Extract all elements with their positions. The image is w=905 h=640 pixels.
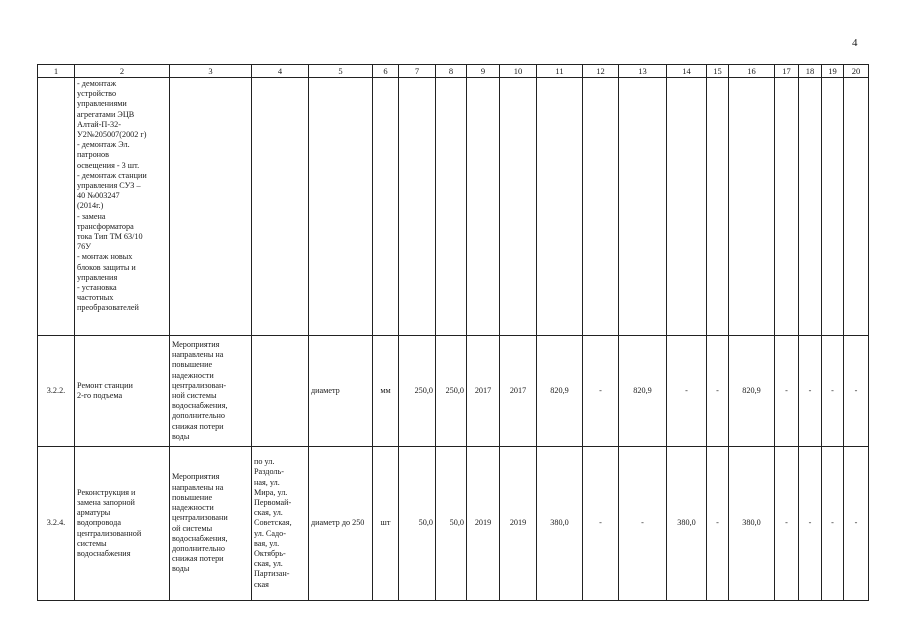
- unit-cell: [373, 78, 399, 336]
- value-cell: -: [707, 447, 729, 601]
- value-cell: [775, 78, 799, 336]
- value-cell: -: [583, 336, 619, 447]
- page-number: 4: [852, 37, 858, 49]
- column-number: 18: [799, 65, 822, 78]
- goal-cell: [170, 78, 252, 336]
- parameter-cell: диаметр: [309, 336, 373, 447]
- goal-cell: Мероприятия направлены на повышение надежности централизовани ой системы водоснабжения, дополнительно снижая потери воды: [170, 447, 252, 601]
- value-cell: [844, 78, 869, 336]
- value-cell: -: [822, 447, 844, 601]
- year-cell: [467, 78, 500, 336]
- value-cell: -: [775, 447, 799, 601]
- table-row: [38, 78, 869, 336]
- value-cell: [799, 78, 822, 336]
- column-number: 13: [619, 65, 667, 78]
- parameter-cell: [309, 78, 373, 336]
- location-cell: [252, 336, 309, 447]
- column-number: 1: [38, 65, 75, 78]
- column-number: 8: [436, 65, 467, 78]
- value-cell: -: [583, 447, 619, 601]
- value-cell: [707, 78, 729, 336]
- column-number: 3: [170, 65, 252, 78]
- value-cell: [667, 78, 707, 336]
- table-row: [38, 336, 869, 447]
- item-number-cell: 3.2.4.: [38, 447, 75, 601]
- location-cell: по ул. Раздоль- ная, ул. Мира, ул. Первомай- ская, ул. Советская, ул. Садо- вая, ул. Октябрь- ская, ул. Партизан- ская: [252, 447, 309, 601]
- column-number: 12: [583, 65, 619, 78]
- column-number: 10: [500, 65, 537, 78]
- item-name-cell: Ремонт станции 2-го подъема: [75, 336, 170, 447]
- item-name-cell: - демонтаж устройство управлениями агрегатами ЭЦВ Алтай-П-32- У2№205007(2002 г) - демонтаж Эл. патронов освещения - 3 шт. - демонтаж станции управления СУЗ – 40 №003247 (2014г.) - замена трансформатора тока Тип ТМ 63/10 76У - монтаж новых блоков защиты и управления - установка частотных преобразователей: [75, 78, 170, 336]
- column-number-row: [38, 65, 869, 78]
- column-number: 16: [729, 65, 775, 78]
- value-cell: [436, 78, 467, 336]
- value-cell: 380,0: [729, 447, 775, 601]
- value-cell: -: [775, 336, 799, 447]
- value-cell: -: [707, 336, 729, 447]
- year-cell: 2019: [500, 447, 537, 601]
- year-cell: 2017: [500, 336, 537, 447]
- column-number: 11: [537, 65, 583, 78]
- value-cell: [822, 78, 844, 336]
- column-number: 14: [667, 65, 707, 78]
- column-number: 20: [844, 65, 869, 78]
- value-cell: -: [667, 336, 707, 447]
- value-cell: [619, 78, 667, 336]
- value-cell: 380,0: [537, 447, 583, 601]
- column-number: 9: [467, 65, 500, 78]
- value-cell: 250,0: [399, 336, 436, 447]
- value-cell: [537, 78, 583, 336]
- parameter-cell: диаметр до 250: [309, 447, 373, 601]
- value-cell: 380,0: [667, 447, 707, 601]
- column-number: 6: [373, 65, 399, 78]
- year-cell: 2019: [467, 447, 500, 601]
- year-cell: [500, 78, 537, 336]
- value-cell: -: [799, 447, 822, 601]
- value-cell: -: [844, 447, 869, 601]
- column-number: 17: [775, 65, 799, 78]
- column-number: 2: [75, 65, 170, 78]
- value-cell: 820,9: [729, 336, 775, 447]
- column-number: 7: [399, 65, 436, 78]
- value-cell: -: [844, 336, 869, 447]
- value-cell: -: [799, 336, 822, 447]
- unit-cell: мм: [373, 336, 399, 447]
- item-number-cell: [38, 78, 75, 336]
- value-cell: -: [619, 447, 667, 601]
- table-row: [38, 447, 869, 601]
- value-cell: [583, 78, 619, 336]
- value-cell: [729, 78, 775, 336]
- column-number: 19: [822, 65, 844, 78]
- location-cell: [252, 78, 309, 336]
- value-cell: 250,0: [436, 336, 467, 447]
- value-cell: 50,0: [399, 447, 436, 601]
- goal-cell: Мероприятия направлены на повышение надежности централизован- ной системы водоснабжения, дополнительно снижая потери воды: [170, 336, 252, 447]
- value-cell: 820,9: [537, 336, 583, 447]
- column-number: 15: [707, 65, 729, 78]
- investment-table: [37, 64, 869, 601]
- column-number: 5: [309, 65, 373, 78]
- item-name-cell: Реконструкция и замена запорной арматуры водопровода централизованной системы водоснабжения: [75, 447, 170, 601]
- unit-cell: шт: [373, 447, 399, 601]
- value-cell: 50,0: [436, 447, 467, 601]
- value-cell: -: [822, 336, 844, 447]
- column-number: 4: [252, 65, 309, 78]
- value-cell: 820,9: [619, 336, 667, 447]
- item-number-cell: 3.2.2.: [38, 336, 75, 447]
- year-cell: 2017: [467, 336, 500, 447]
- value-cell: [399, 78, 436, 336]
